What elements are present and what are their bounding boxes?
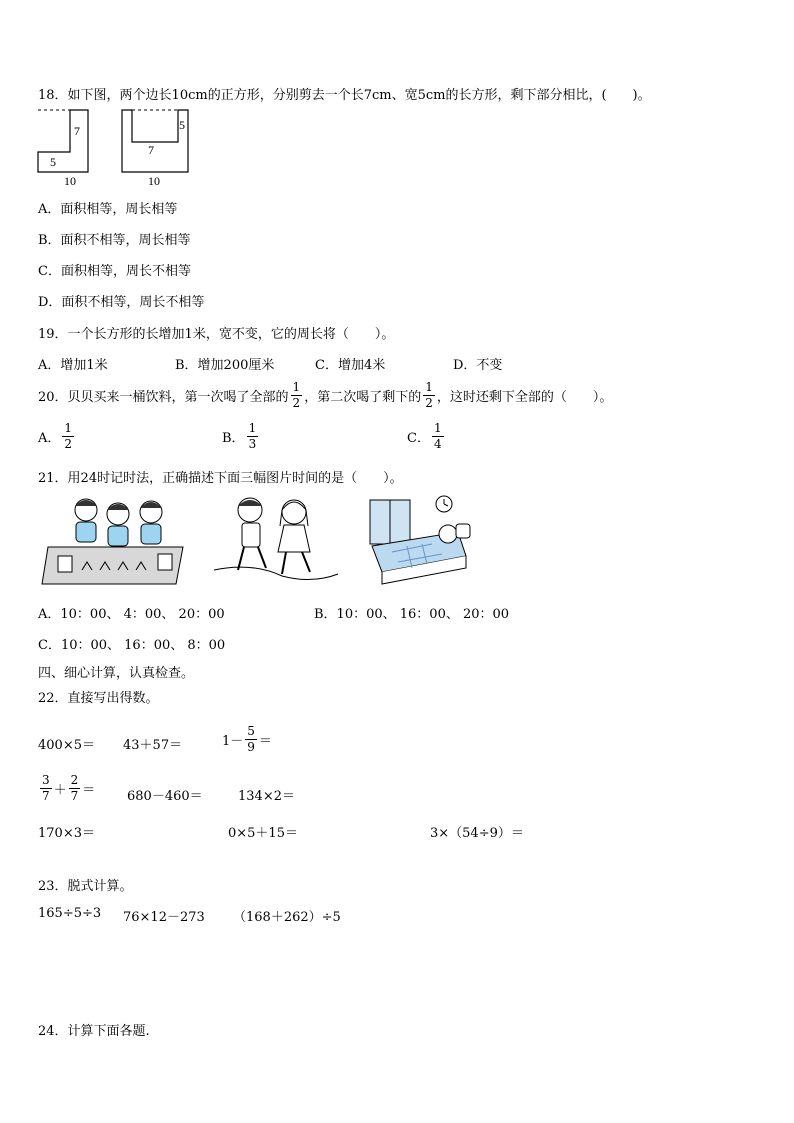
q22-item-6: 134×2＝ — [238, 789, 295, 804]
q22-fraction-2-7: $\frac{2}{7}$ — [70, 773, 79, 803]
q18-option-c[interactable]: C．面积相等，周长不相等 — [38, 264, 191, 279]
q20-option-c[interactable]: C． $\frac{1}{4}$ — [407, 421, 442, 451]
q23-title: 23．脱式计算。 — [38, 879, 133, 894]
fig2-label-b: 7 — [148, 143, 154, 157]
q24-title: 24．计算下面各题. — [38, 1024, 150, 1039]
q19-stem: 19．一个长方形的长增加1米，宽不变，它的周长将（ ）。 — [38, 327, 395, 342]
q21-picture-bedroom — [362, 492, 482, 588]
q21-option-a[interactable]: A．10：00、 4：00、 20：00 — [38, 607, 225, 622]
q22-item-2: 43＋57＝ — [123, 738, 183, 753]
q18-figure — [34, 104, 204, 190]
q20-stem-c: ，这时还剩下全部的（ ）。 — [436, 390, 613, 405]
q18-stem: 18．如下图，两个边长10cm的正方形，分别剪去一个长7cm、宽5cm的长方形，剩下部分相比，( )。 — [38, 88, 651, 103]
q18-option-d[interactable]: D．面积不相等，周长不相等 — [38, 295, 205, 310]
q20-option-a[interactable]: A． $\frac{1}{2}$ — [38, 421, 73, 451]
q18-square-2 — [122, 110, 188, 188]
q22-item-1: 400×5＝ — [38, 738, 95, 753]
q22-title: 22．直接写出得数。 — [38, 691, 159, 706]
q21-option-c[interactable]: C．10：00、 16：00、 8：00 — [38, 638, 226, 653]
q23-item-1: 165÷5÷3 — [38, 906, 102, 921]
q22-item-8: 0×5＋15＝ — [228, 826, 298, 841]
q19-option-c[interactable]: C．增加4米 — [315, 358, 386, 373]
q22-fraction-5-9: $\frac{5}{9}$ — [247, 724, 255, 754]
fig1-label-side: 10 — [64, 174, 76, 188]
q22-fraction-3-7: $\frac{3}{7}$ — [42, 773, 50, 803]
q20-fraction-2: $\frac{1}{2}$ — [425, 380, 433, 410]
q20-stem-b: ，第二次喝了剩下的 — [304, 390, 422, 405]
q20-fraction-1: $\frac{1}{2}$ — [292, 380, 301, 410]
fig2-label-a: 5 — [179, 118, 185, 132]
q18-square-1 — [38, 110, 88, 188]
q19-option-a[interactable]: A．增加1米 — [38, 358, 108, 373]
q21-picture-playing — [212, 492, 342, 588]
q22-item-4: $\frac{3}{7}$ ＋ $\frac{2}{7}$ ＝ — [42, 773, 96, 803]
q23-item-3: （168＋262）÷5 — [233, 910, 341, 925]
q21-stem: 21．用24时记时法，正确描述下面三幅图片时间的是（ ）。 — [38, 471, 403, 486]
q22-item-5: 680－460＝ — [127, 789, 203, 804]
q20-stem — [38, 380, 612, 411]
q18-option-a[interactable]: A．面积相等，周长相等 — [38, 202, 178, 217]
q19-option-b[interactable]: B．增加200厘米 — [175, 358, 275, 373]
q22-item-3: 1－ $\frac{5}{9}$ ＝ — [222, 724, 272, 754]
section-4-heading: 四、细心计算，认真检查。 — [38, 666, 195, 681]
q19-option-d[interactable]: D．不变 — [453, 358, 503, 373]
q18-option-b[interactable]: B．面积不相等，周长相等 — [38, 233, 191, 248]
fig2-label-side: 10 — [148, 174, 160, 188]
fig1-label-b: 5 — [50, 155, 56, 169]
q22-item-7: 170×3＝ — [38, 826, 95, 841]
q23-item-2: 76×12－273 — [123, 910, 205, 925]
q22-item-9: 3×（54÷9）＝ — [430, 826, 524, 841]
q20-option-b[interactable]: B． $\frac{1}{3}$ — [222, 421, 257, 451]
fig1-label-a: 7 — [74, 124, 80, 138]
q21-picture-classroom — [38, 492, 188, 588]
q20-stem-a: 20．贝贝买来一桶饮料，第一次喝了全部的 — [38, 390, 289, 405]
q21-option-b[interactable]: B．10：00、 16：00、 20：00 — [314, 607, 510, 622]
